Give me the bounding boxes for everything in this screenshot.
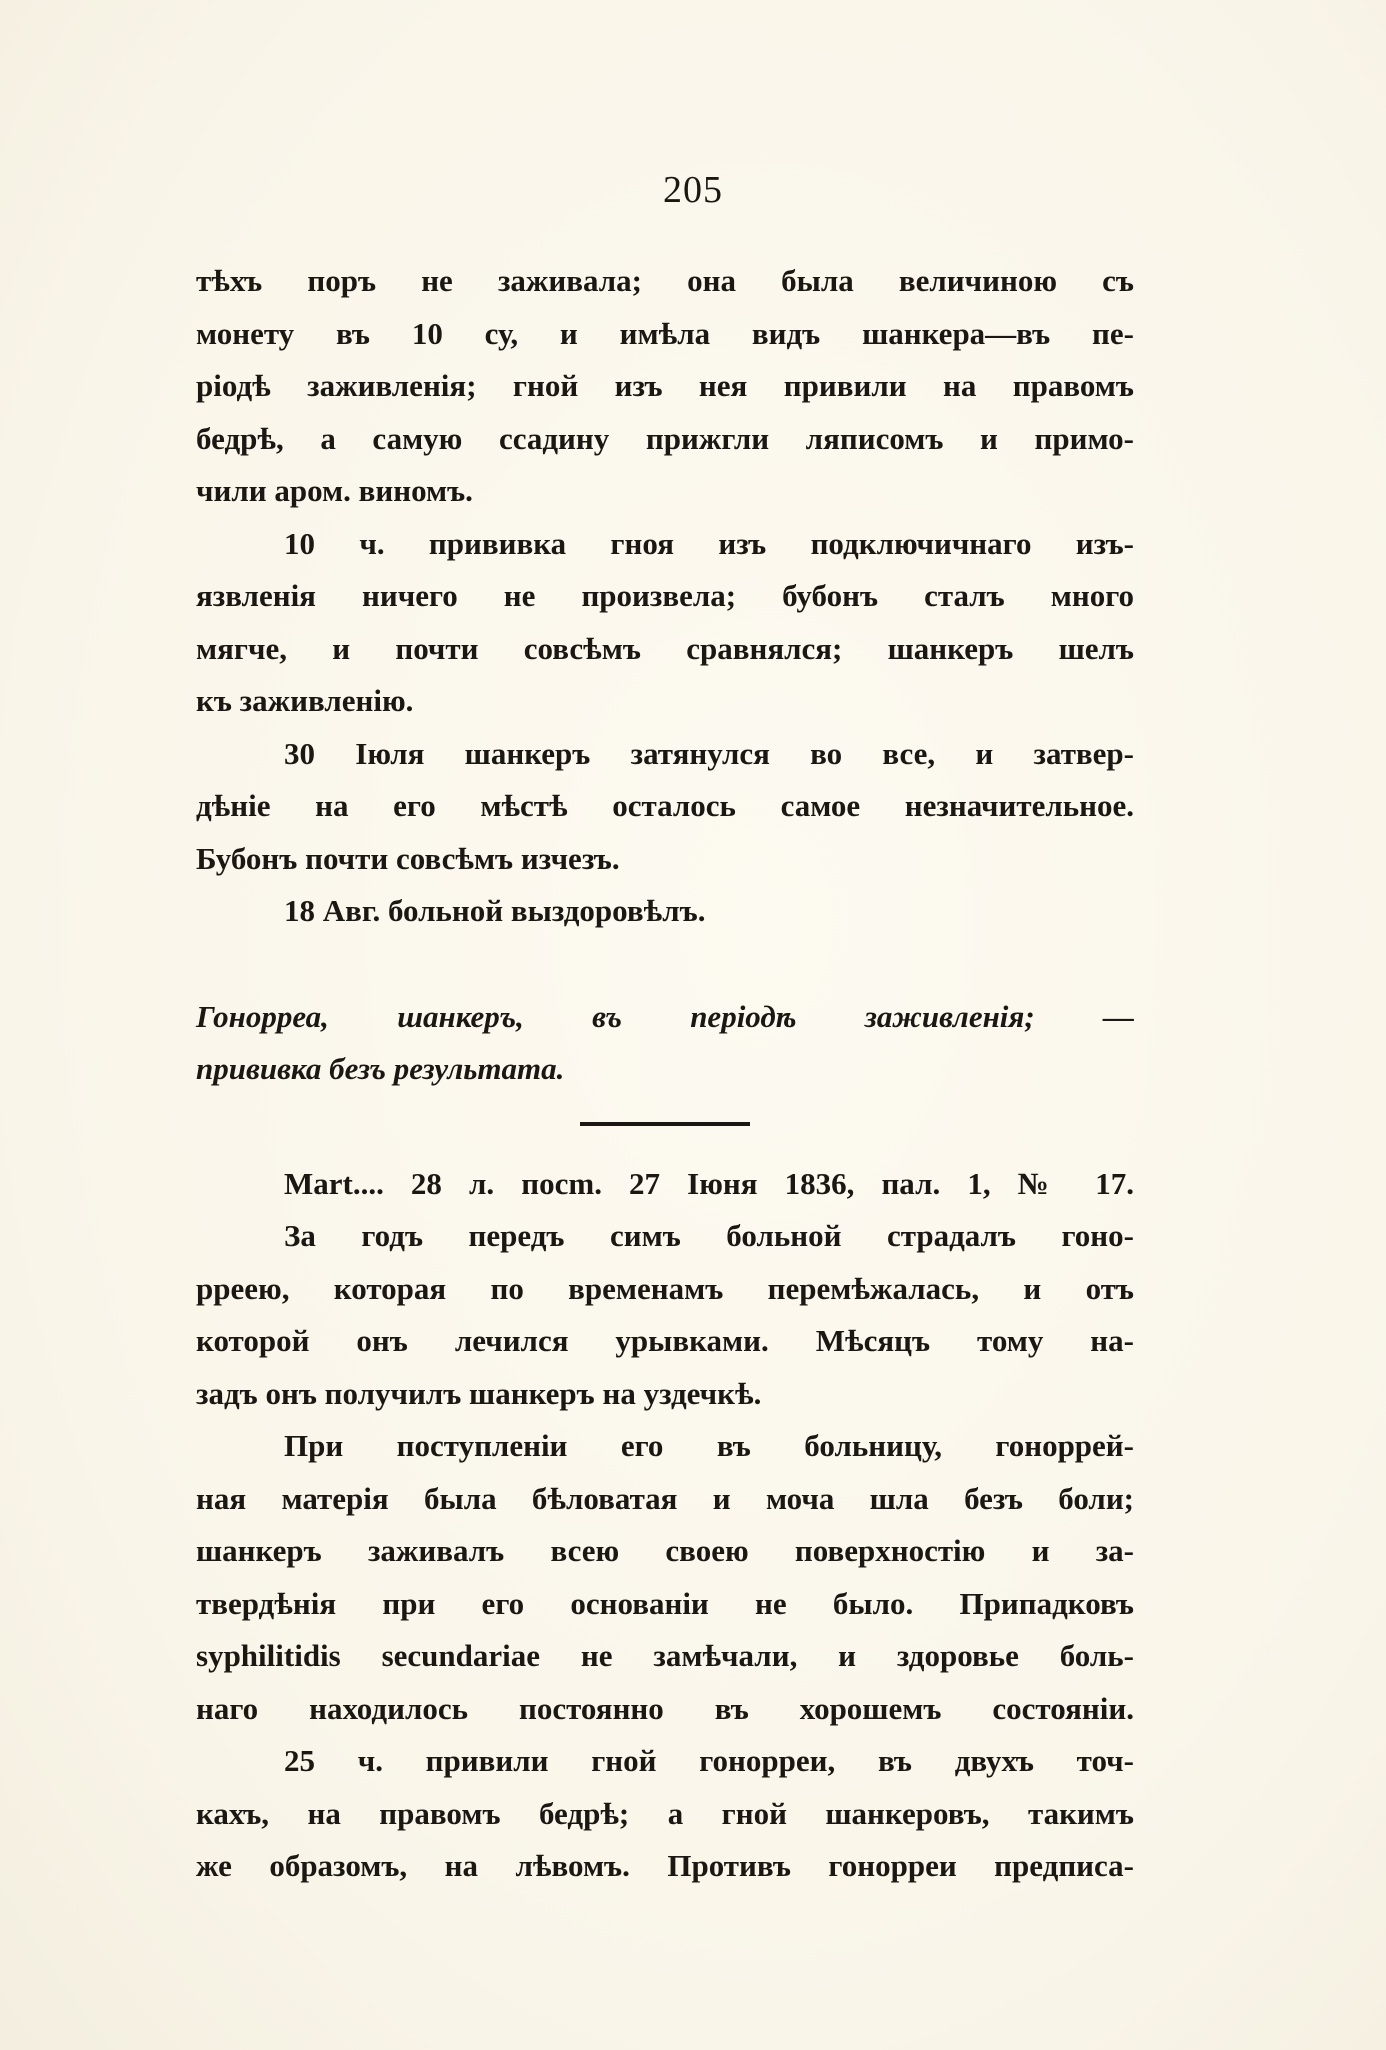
paragraph-6: [196, 1420, 1134, 1735]
text-line: При поступленіи его въ больницу, гоноррей-: [284, 1428, 1134, 1463]
text-line: кахъ, на правомъ бедрѣ; а гной шанкеровъ, такимъ: [196, 1795, 1134, 1831]
paragraph-1: [196, 255, 1134, 518]
heading-line: прививка безъ результата.: [196, 1051, 565, 1086]
paragraph-5: [196, 1210, 1134, 1420]
paragraph-4: [196, 885, 1134, 938]
text-line: 18 Авг. больной выздоровѣлъ.: [284, 893, 706, 928]
text-line: задъ онъ получилъ шанкеръ на уздечкѣ.: [196, 1375, 762, 1411]
text-line: твердѣнія при его основаніи не было. Припадковъ: [196, 1585, 1134, 1621]
text-line: язвленія ничего не произвела; бубонъ сталъ много: [196, 578, 1134, 613]
heading-line: Гонорреа, шанкеръ, въ періодѣ заживленія; —: [196, 998, 1134, 1034]
spacer: [196, 938, 1134, 991]
page-number: 205: [663, 169, 723, 211]
text-line: Бубонъ почти совсѣмъ изчезъ.: [196, 840, 620, 876]
paragraph-3: [196, 728, 1134, 886]
section-divider: [580, 1122, 750, 1126]
text-line: чили аром. виномъ.: [196, 473, 473, 508]
text-line: ріодѣ заживленія; гной изъ нея привили на правомъ: [196, 368, 1134, 403]
text-line: 25 ч. привили гной гонорреи, въ двухъ точ-: [284, 1743, 1134, 1778]
text-line: которой онъ лечился урывками. Мѣсяцъ тому на-: [196, 1323, 1134, 1358]
text-line: 10 ч. прививка гноя изъ подключичнаго изъ-: [284, 525, 1134, 561]
text-line: же образомъ, на лѣвомъ. Противъ гонорреи предписа-: [196, 1848, 1134, 1883]
paragraph-2: [196, 518, 1134, 728]
text-line: За годъ передъ симъ больной страдалъ гоно-: [284, 1218, 1134, 1253]
text-line: 30 Іюля шанкеръ затянулся во все, и затвер-: [284, 735, 1134, 771]
paragraph-7: [196, 1735, 1134, 1893]
text-line: дѣніе на его мѣстѣ осталось самое незначительное.: [196, 788, 1134, 823]
text-line: syphilitidis secundariae не замѣчали, и здоровье боль-: [196, 1638, 1134, 1673]
case-line: Mart.... 28 л. поcm. 27 Іюня 1836, пал. 1, № 17.: [284, 1165, 1134, 1201]
body-text: [196, 255, 1134, 1893]
text-line: тѣхъ поръ не заживала; она была величиною съ: [196, 263, 1134, 298]
text-line: монету въ 10 су, и имѣла видъ шанкера—въ пе-: [196, 315, 1134, 351]
text-line: шанкеръ заживалъ всею своею поверхностію и за-: [196, 1533, 1134, 1568]
text-line: къ заживленію.: [196, 683, 414, 718]
text-line: ная матерія была бѣловатая и моча шла безъ боли;: [196, 1480, 1134, 1516]
text-line: бедрѣ, а самую ссадину прижгли ляписомъ и примо-: [196, 420, 1134, 456]
text-line: мягче, и почти совсѣмъ сравнялся; шанкеръ шелъ: [196, 630, 1134, 666]
text-line: наго находилось постоянно въ хорошемъ состояніи.: [196, 1690, 1134, 1726]
section-heading: [196, 991, 1134, 1096]
text-line: рреею, которая по временамъ перемѣжалась, и отъ: [196, 1270, 1134, 1306]
case-header: [196, 1158, 1134, 1211]
